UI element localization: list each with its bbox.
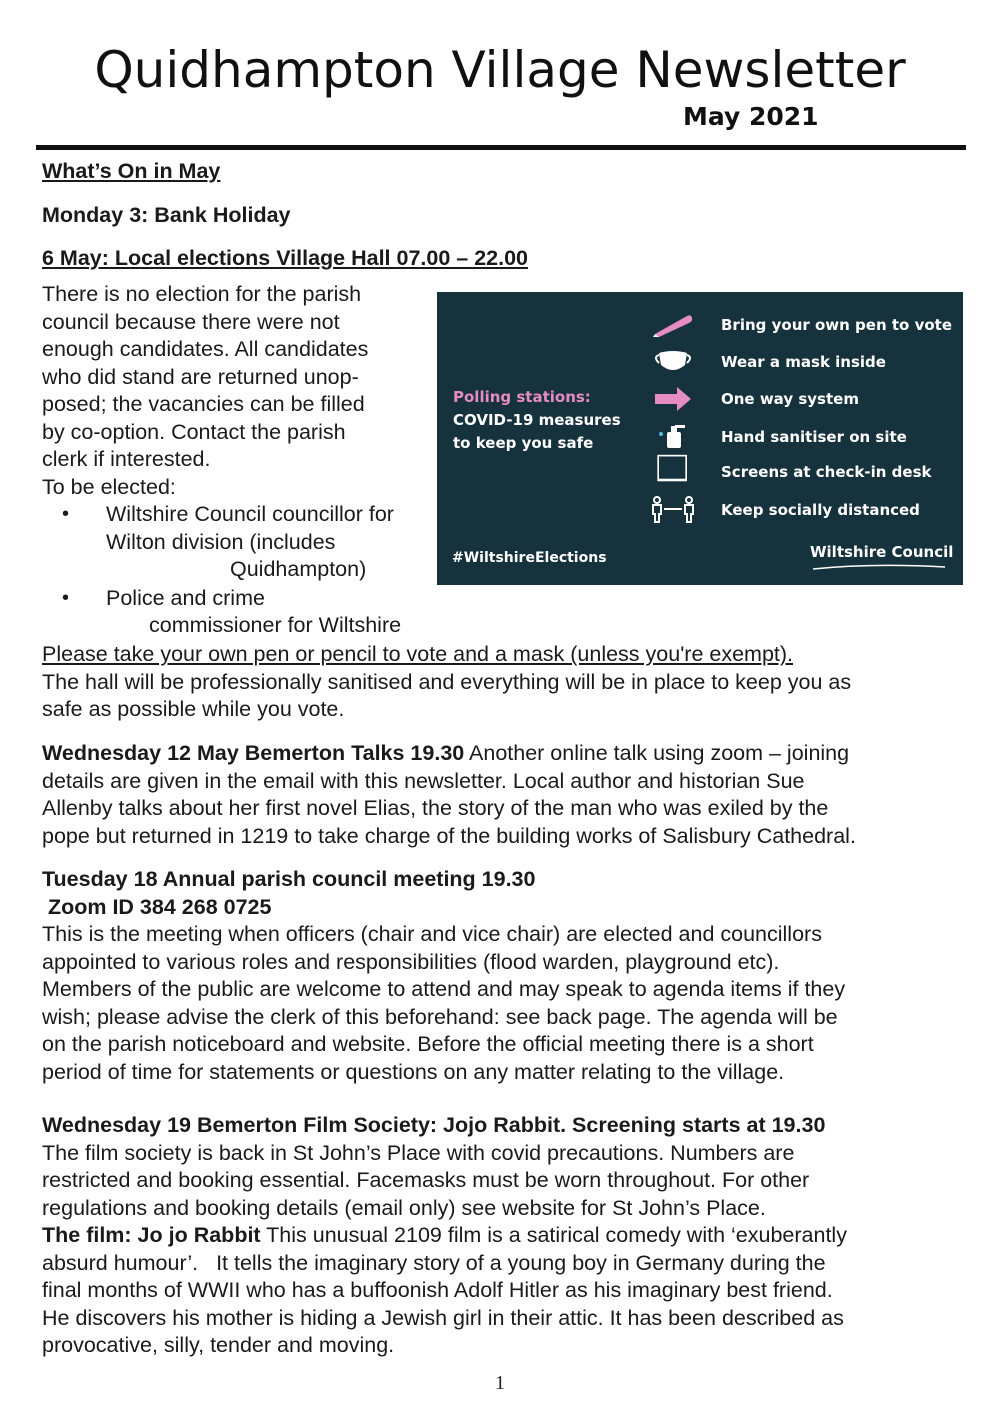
poster-headline: Polling stations: COVID-19 measures to keep you safe xyxy=(453,388,621,452)
screen-icon xyxy=(651,454,695,482)
bullet-dot: • xyxy=(62,503,70,525)
whats-on-heading: What’s On in May xyxy=(42,159,221,183)
meeting-zoom-id: Zoom ID 384 268 0725 xyxy=(42,894,272,919)
issue-date: May 2021 xyxy=(683,102,819,131)
mask-icon xyxy=(651,347,695,375)
hall-line: safe as possible while you vote. xyxy=(42,697,345,721)
film-label: The film: Jo jo Rabbit xyxy=(42,1223,261,1247)
pen-notice: Please take your own pen or pencil to vote and a mask (unless you're exempt). xyxy=(42,642,794,666)
sanitiser-icon xyxy=(651,422,695,450)
pen-icon xyxy=(651,310,695,338)
page-number: 1 xyxy=(495,1372,505,1394)
poster-hashtag: #WiltshireElections xyxy=(452,550,607,566)
poster-brand: Wiltshire Council xyxy=(810,543,954,561)
film-heading: Wednesday 19 Bemerton Film Society: Jojo Rabbit. Screening starts at 19.30 xyxy=(42,1113,826,1137)
bullet-dot: • xyxy=(62,586,70,609)
header-rule xyxy=(36,145,966,150)
talks-heading: Wednesday 12 May Bemerton Talks 19.30 xyxy=(42,741,465,765)
brand-swoosh-icon xyxy=(811,563,947,571)
hall-line: The hall will be professionally sanitised and everything will be in place to keep you as xyxy=(42,669,852,694)
distancing-icon xyxy=(651,495,695,523)
covid-polling-poster: Polling stations: COVID-19 measures to keep you safe Bring your own pen to vote Wear a mask inside One way system Hand sanitiser on site Screens at check-in desk Keep socially distanced #WiltshireElections Wiltshire Council xyxy=(437,292,963,585)
meeting-heading: Tuesday 18 Annual parish council meeting 19.30 xyxy=(42,867,536,891)
bank-holiday: Monday 3: Bank Holiday xyxy=(42,203,291,227)
elections-heading: 6 May: Local elections Village Hall 07.00 – 22.00 xyxy=(42,246,528,270)
newsletter-title: Quidhampton Village Newsletter xyxy=(94,41,906,99)
arrow-right-icon xyxy=(651,385,695,413)
